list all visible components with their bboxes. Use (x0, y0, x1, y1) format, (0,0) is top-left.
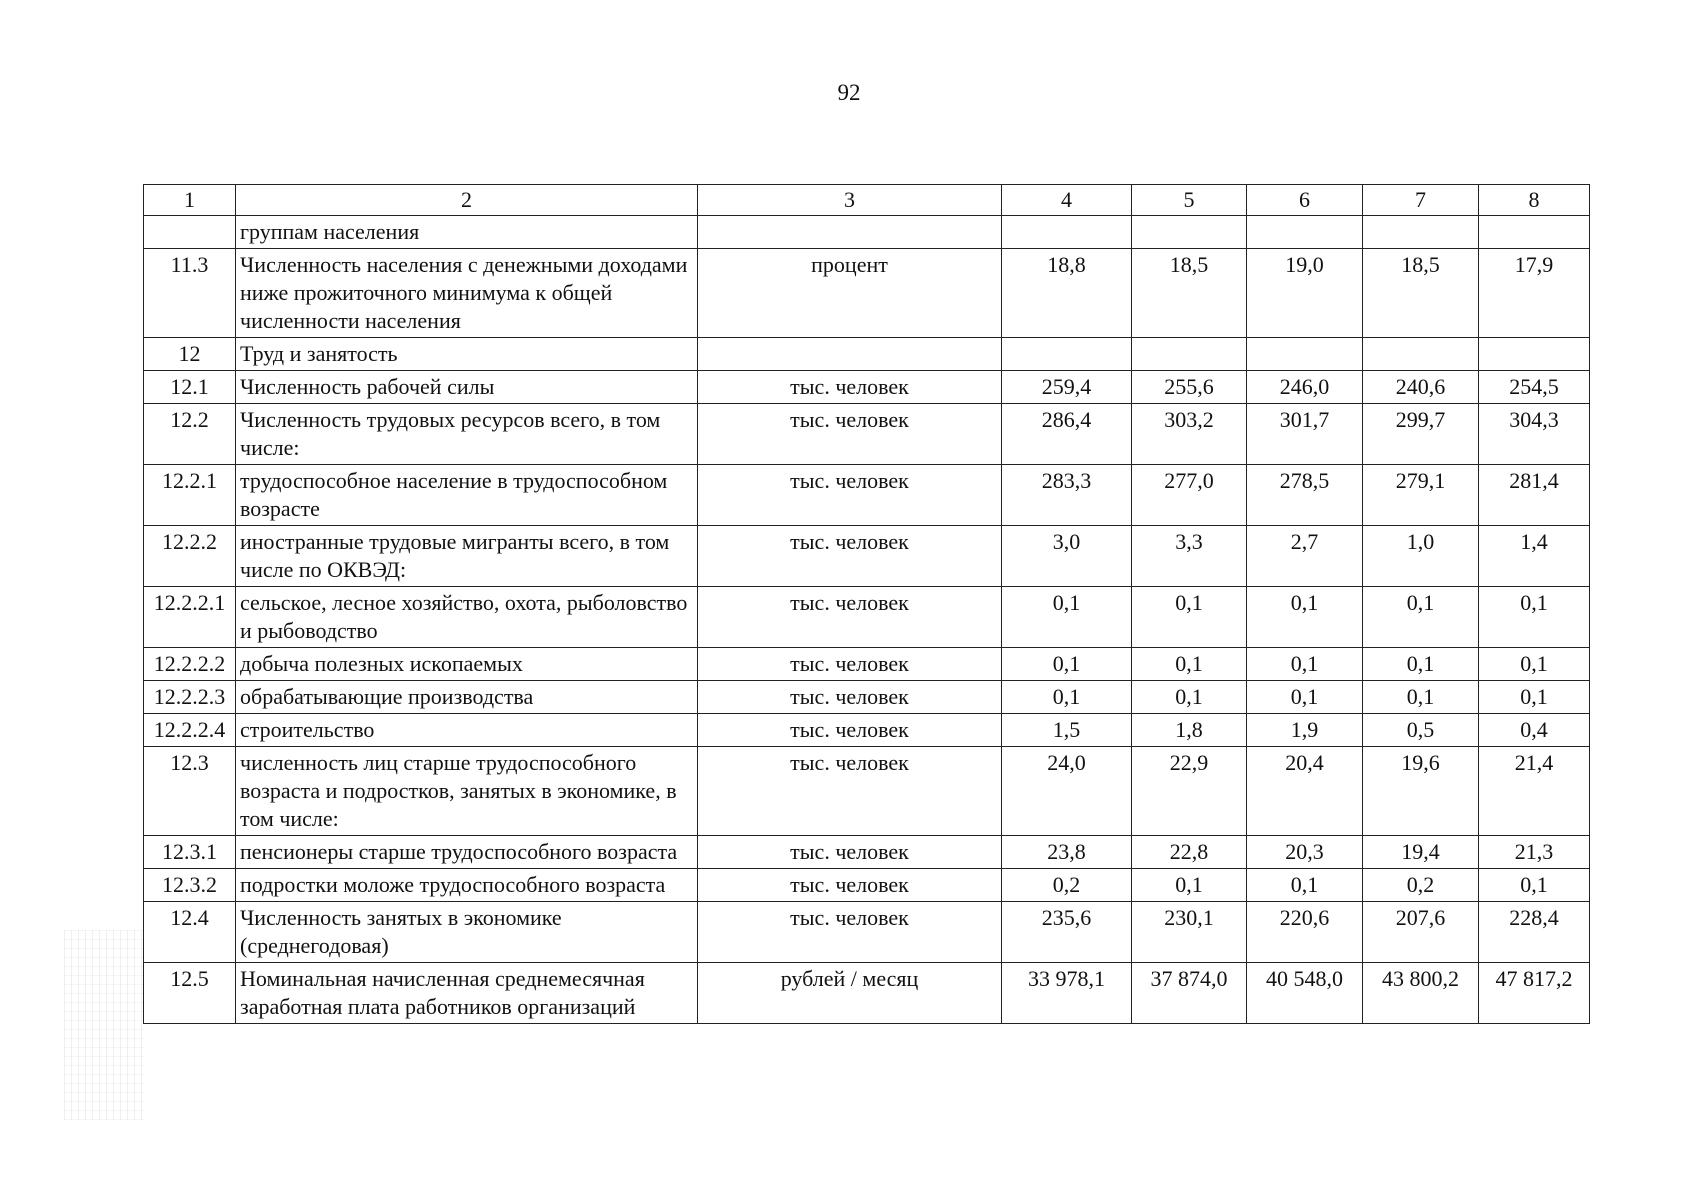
row-number (144, 216, 236, 249)
indicator-name: численность лиц старше трудоспособного возраста и подростков, занятых в экономике, в том числе: (236, 747, 698, 836)
unit-of-measure: тыс. человек (698, 465, 1002, 526)
value-cell: 0,1 (1479, 869, 1590, 902)
value-cell: 303,2 (1132, 404, 1247, 465)
value-cell: 240,6 (1363, 371, 1479, 404)
value-cell: 277,0 (1132, 465, 1247, 526)
value-cell: 0,1 (1247, 587, 1363, 648)
unit-of-measure (698, 216, 1002, 249)
value-cell: 1,5 (1002, 714, 1132, 747)
value-cell: 20,4 (1247, 747, 1363, 836)
unit-of-measure: тыс. человек (698, 526, 1002, 587)
unit-of-measure: тыс. человек (698, 714, 1002, 747)
table-row (144, 526, 1590, 587)
value-cell: 0,1 (1247, 869, 1363, 902)
row-number: 12.5 (144, 963, 236, 1024)
table-row (144, 371, 1590, 404)
value-cell: 0,2 (1002, 869, 1132, 902)
indicator-name: Труд и занятость (236, 338, 698, 371)
column-number-row (144, 185, 1590, 216)
value-cell: 2,7 (1247, 526, 1363, 587)
value-cell: 304,3 (1479, 404, 1590, 465)
indicator-name: Номинальная начисленная среднемесячная заработная плата работников организаций (236, 963, 698, 1024)
indicator-name: Численность занятых в экономике (среднегодовая) (236, 902, 698, 963)
value-cell (1002, 338, 1132, 371)
row-number: 12.3.2 (144, 869, 236, 902)
value-cell: 207,6 (1363, 902, 1479, 963)
value-cell: 0,1 (1479, 681, 1590, 714)
value-cell (1247, 216, 1363, 249)
value-cell: 1,9 (1247, 714, 1363, 747)
unit-of-measure: тыс. человек (698, 836, 1002, 869)
row-number: 12.1 (144, 371, 236, 404)
row-number: 12.2 (144, 404, 236, 465)
value-cell: 19,6 (1363, 747, 1479, 836)
value-cell: 33 978,1 (1002, 963, 1132, 1024)
unit-of-measure: тыс. человек (698, 747, 1002, 836)
indicator-name: Численность рабочей силы (236, 371, 698, 404)
unit-of-measure: тыс. человек (698, 869, 1002, 902)
value-cell: 18,5 (1363, 249, 1479, 338)
value-cell (1247, 338, 1363, 371)
value-cell (1363, 338, 1479, 371)
value-cell: 3,3 (1132, 526, 1247, 587)
value-cell: 21,3 (1479, 836, 1590, 869)
row-number: 12.3 (144, 747, 236, 836)
value-cell: 37 874,0 (1132, 963, 1247, 1024)
value-cell (1363, 216, 1479, 249)
indicator-name: иностранные трудовые мигранты всего, в том числе по ОКВЭД: (236, 526, 698, 587)
value-cell: 3,0 (1002, 526, 1132, 587)
value-cell: 246,0 (1247, 371, 1363, 404)
row-number: 12.2.2 (144, 526, 236, 587)
value-cell: 255,6 (1132, 371, 1247, 404)
value-cell: 299,7 (1363, 404, 1479, 465)
column-header: 4 (1002, 185, 1132, 216)
column-header: 7 (1363, 185, 1479, 216)
value-cell: 1,8 (1132, 714, 1247, 747)
column-header: 2 (236, 185, 698, 216)
indicator-name: Численность населения с денежными доходами ниже прожиточного минимума к общей численности населения (236, 249, 698, 338)
value-cell: 18,8 (1002, 249, 1132, 338)
value-cell: 0,5 (1363, 714, 1479, 747)
value-cell: 0,1 (1363, 681, 1479, 714)
table-row (144, 216, 1590, 249)
table-row (144, 714, 1590, 747)
value-cell: 0,1 (1247, 648, 1363, 681)
indicator-name: группам населения (236, 216, 698, 249)
value-cell: 0,1 (1132, 648, 1247, 681)
value-cell: 18,5 (1132, 249, 1247, 338)
table-row (144, 249, 1590, 338)
value-cell: 0,1 (1247, 681, 1363, 714)
column-header: 1 (144, 185, 236, 216)
value-cell (1002, 216, 1132, 249)
row-number: 12.4 (144, 902, 236, 963)
indicator-name: обрабатывающие производства (236, 681, 698, 714)
indicator-name: сельское, лесное хозяйство, охота, рыболовство и рыбоводство (236, 587, 698, 648)
unit-of-measure (698, 338, 1002, 371)
value-cell: 278,5 (1247, 465, 1363, 526)
value-cell: 17,9 (1479, 249, 1590, 338)
indicator-name: строительство (236, 714, 698, 747)
table-row (144, 648, 1590, 681)
value-cell: 0,1 (1132, 587, 1247, 648)
value-cell: 254,5 (1479, 371, 1590, 404)
value-cell: 0,1 (1002, 648, 1132, 681)
value-cell: 0,1 (1479, 587, 1590, 648)
value-cell: 0,1 (1479, 648, 1590, 681)
table-row (144, 587, 1590, 648)
value-cell: 0,4 (1479, 714, 1590, 747)
unit-of-measure: тыс. человек (698, 371, 1002, 404)
row-number: 12.2.2.4 (144, 714, 236, 747)
unit-of-measure: тыс. человек (698, 404, 1002, 465)
value-cell: 22,8 (1132, 836, 1247, 869)
value-cell: 220,6 (1247, 902, 1363, 963)
table-row (144, 963, 1590, 1024)
value-cell: 43 800,2 (1363, 963, 1479, 1024)
value-cell: 259,4 (1002, 371, 1132, 404)
table-row (144, 902, 1590, 963)
unit-of-measure: тыс. человек (698, 681, 1002, 714)
page-number: 92 (837, 80, 861, 105)
value-cell (1132, 216, 1247, 249)
value-cell: 20,3 (1247, 836, 1363, 869)
value-cell: 22,9 (1132, 747, 1247, 836)
value-cell: 286,4 (1002, 404, 1132, 465)
value-cell: 0,1 (1002, 587, 1132, 648)
indicator-name: трудоспособное население в трудоспособном возрасте (236, 465, 698, 526)
unit-of-measure: тыс. человек (698, 648, 1002, 681)
table-row (144, 869, 1590, 902)
value-cell: 0,1 (1132, 869, 1247, 902)
column-header: 3 (698, 185, 1002, 216)
value-cell: 279,1 (1363, 465, 1479, 526)
unit-of-measure: тыс. человек (698, 902, 1002, 963)
row-number: 12.2.2.2 (144, 648, 236, 681)
indicator-name: добыча полезных ископаемых (236, 648, 698, 681)
row-number: 12.2.2.3 (144, 681, 236, 714)
value-cell: 19,4 (1363, 836, 1479, 869)
row-number: 12.2.1 (144, 465, 236, 526)
row-number: 12 (144, 338, 236, 371)
value-cell: 23,8 (1002, 836, 1132, 869)
unit-of-measure: тыс. человек (698, 587, 1002, 648)
value-cell: 228,4 (1479, 902, 1590, 963)
value-cell: 301,7 (1247, 404, 1363, 465)
table-row (144, 404, 1590, 465)
unit-of-measure: рублей / месяц (698, 963, 1002, 1024)
scan-artifact (64, 930, 144, 1120)
column-header: 8 (1479, 185, 1590, 216)
column-header: 6 (1247, 185, 1363, 216)
indicator-name: пенсионеры старше трудоспособного возраста (236, 836, 698, 869)
value-cell (1479, 216, 1590, 249)
table-row (144, 465, 1590, 526)
value-cell: 283,3 (1002, 465, 1132, 526)
row-number: 11.3 (144, 249, 236, 338)
value-cell: 19,0 (1247, 249, 1363, 338)
value-cell: 0,1 (1363, 587, 1479, 648)
value-cell: 21,4 (1479, 747, 1590, 836)
table-row (144, 681, 1590, 714)
value-cell: 0,1 (1132, 681, 1247, 714)
table-row (144, 747, 1590, 836)
indicator-name: Численность трудовых ресурсов всего, в том числе: (236, 404, 698, 465)
value-cell: 235,6 (1002, 902, 1132, 963)
value-cell: 0,1 (1002, 681, 1132, 714)
indicator-name: подростки моложе трудоспособного возраста (236, 869, 698, 902)
value-cell: 281,4 (1479, 465, 1590, 526)
value-cell: 24,0 (1002, 747, 1132, 836)
statistics-table (143, 184, 1590, 1024)
column-header: 5 (1132, 185, 1247, 216)
value-cell: 1,4 (1479, 526, 1590, 587)
value-cell: 0,1 (1363, 648, 1479, 681)
value-cell: 230,1 (1132, 902, 1247, 963)
value-cell: 47 817,2 (1479, 963, 1590, 1024)
value-cell (1479, 338, 1590, 371)
value-cell: 40 548,0 (1247, 963, 1363, 1024)
row-number: 12.3.1 (144, 836, 236, 869)
table-row (144, 338, 1590, 371)
value-cell (1132, 338, 1247, 371)
table-row (144, 836, 1590, 869)
unit-of-measure: процент (698, 249, 1002, 338)
value-cell: 1,0 (1363, 526, 1479, 587)
value-cell: 0,2 (1363, 869, 1479, 902)
row-number: 12.2.2.1 (144, 587, 236, 648)
